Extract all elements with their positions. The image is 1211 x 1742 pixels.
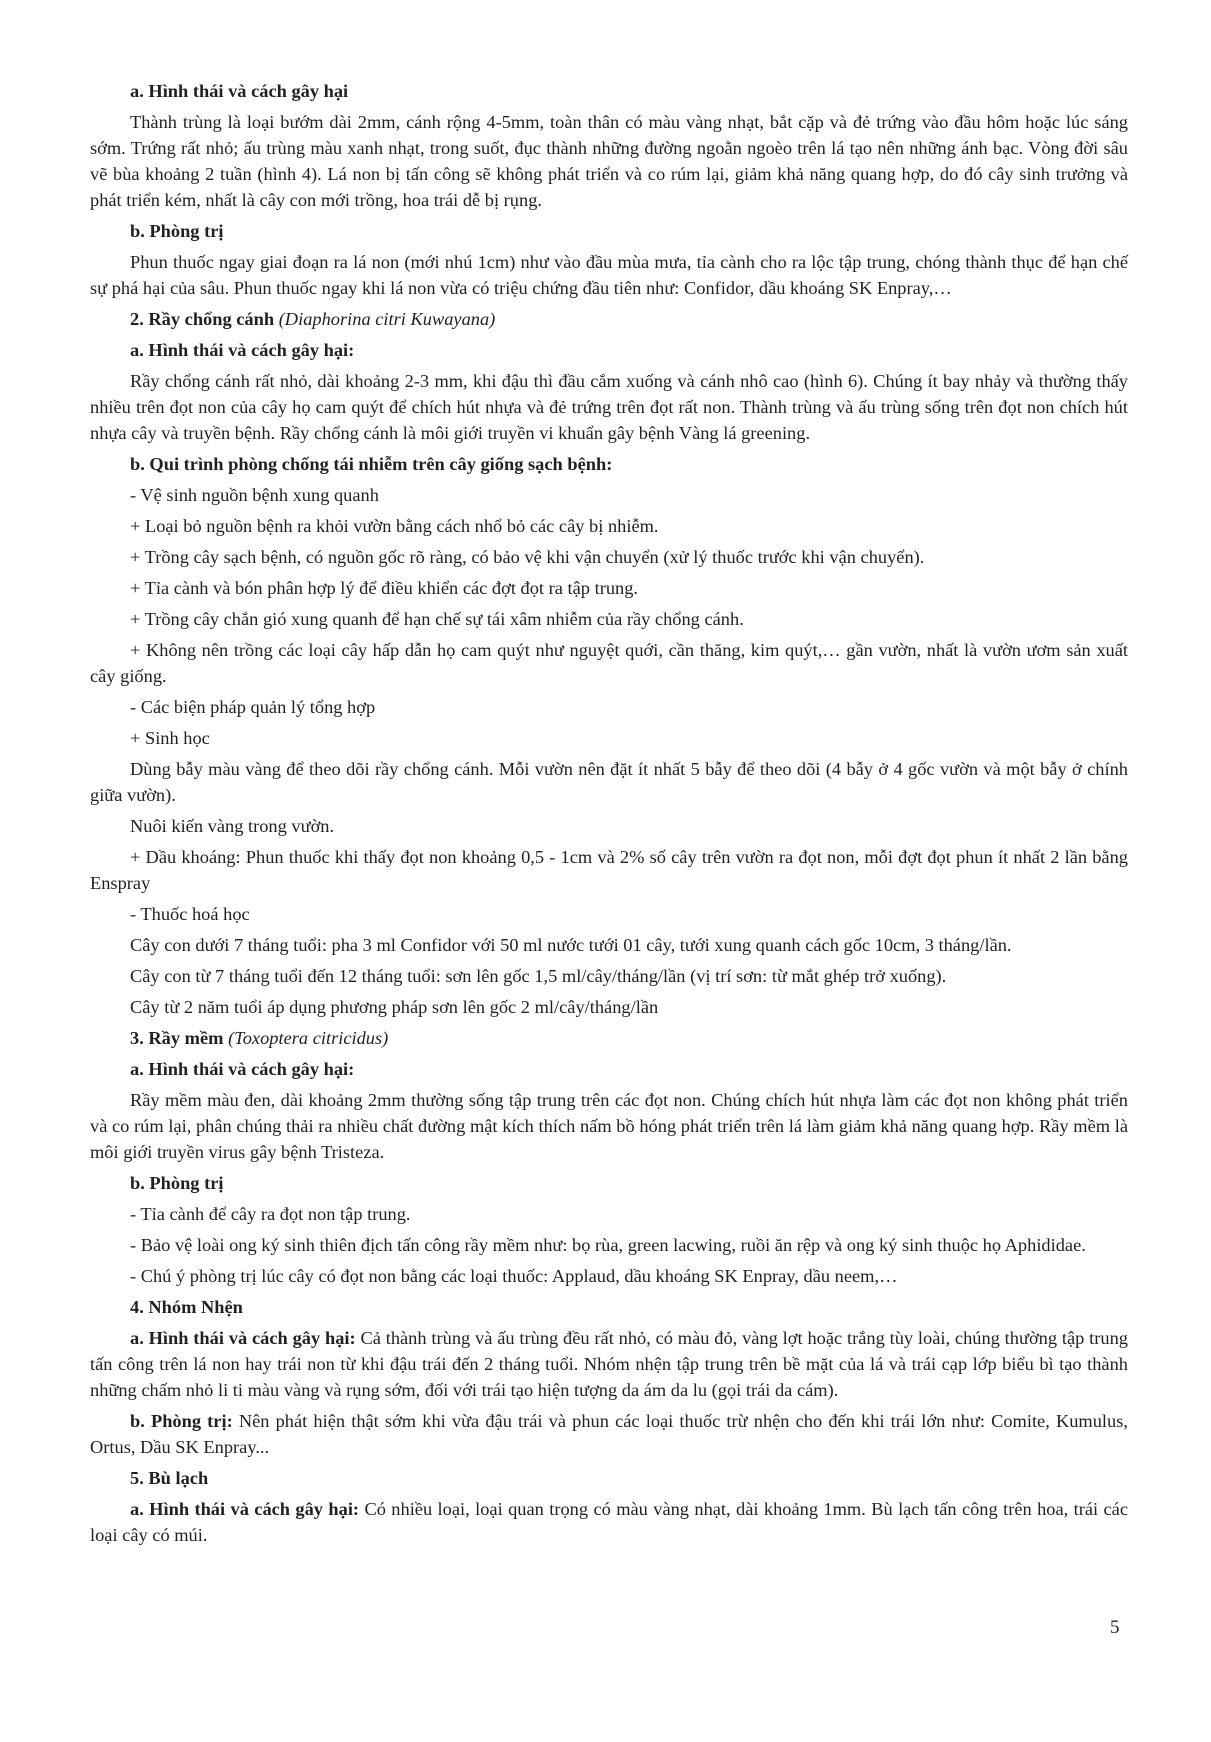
paragraph: - Bảo vệ loài ong ký sinh thiên địch tấn công rầy mềm như: bọ rùa, green lacwing, ruồi ăn rệp và ong ký sinh thuộc họ Aphididae. [130,1235,1086,1255]
section-heading: a. Hình thái và cách gây hại [130,81,349,101]
paragraph: - Các biện pháp quản lý tổng hợp [130,697,376,717]
paragraph-text: Có nhiều loại, loại quan trọng có màu vàng nhạt, dài khoảng 1mm. Bù lạch tấn công trên hoa, trái các loại cây có múi. [90,1499,1128,1545]
paragraph: Cây con dưới 7 tháng tuổi: pha 3 ml Confidor với 50 ml nước tưới 01 cây, tưới xung quanh cách gốc 10cm, 3 tháng/lần. [130,935,1012,955]
paragraph: Nuôi kiến vàng trong vườn. [130,816,335,836]
paragraph: - Vệ sinh nguồn bệnh xung quanh [130,485,379,505]
section-heading: b. Phòng trị [130,1173,224,1193]
section-heading: b. Phòng trị [130,221,224,241]
page-number: 5 [1110,1617,1120,1638]
paragraph: Rầy mềm màu đen, dài khoảng 2mm thường sống tập trung trên các đọt non. Chúng chích hút nhựa làm các đọt non không phát triển và co rúm lại, phân chúng thải ra nhiều chất đường mật kích thích nấm bồ hóng phát triển trên lá làm giảm khả năng quang hợp. Rầy mềm là môi giới truyền virus gây bệnh Tristeza. [90,1090,1128,1162]
paragraph-text: Nên phát hiện thật sớm khi vừa đậu trái và phun các loại thuốc trừ nhện cho đến khi trái lớn như: Comite, Kumulus, Ortus, Dầu SK Enpray... [90,1411,1128,1457]
section-heading: a. Hình thái và cách gây hại: [130,340,355,360]
scientific-name: (Toxoptera citricidus) [228,1028,389,1048]
paragraph: + Trồng cây chắn gió xung quanh để hạn chế sự tái xâm nhiễm của rầy chổng cánh. [130,609,744,629]
paragraph: + Tỉa cành và bón phân hợp lý để điều khiển các đợt đọt ra tập trung. [130,578,639,598]
paragraph: + Trồng cây sạch bệnh, có nguồn gốc rõ ràng, có bảo vệ khi vận chuyển (xử lý thuốc trước khi vận chuyển). [130,547,925,567]
paragraph: - Thuốc hoá học [130,904,250,924]
paragraph: Phun thuốc ngay giai đoạn ra lá non (mới nhú 1cm) như vào đầu mùa mưa, tỉa cành cho ra lộc tập trung, chóng thành thục để hạn chế sự phá hại của sâu. Phun thuốc ngay khi lá non vừa có triệu chứng đầu tiên như: Confidor, dầu khoáng SK Enpray,… [90,252,1128,298]
paragraph-lead: a. Hình thái và cách gây hại: [130,1499,360,1519]
document-body [90,78,1128,1553]
section-heading: a. Hình thái và cách gây hại: [130,1059,355,1079]
paragraph: + Sinh học [130,728,210,748]
heading-title: 3. Rầy mềm [130,1028,229,1048]
paragraph: Thành trùng là loại bướm dài 2mm, cánh rộng 4-5mm, toàn thân có màu vàng nhạt, bắt cặp và đẻ trứng vào đầu hôm hoặc lúc sáng sớm. Trứng rất nhỏ; ấu trùng màu xanh nhạt, trong suốt, đục thành những đường ngoằn ngoèo trên lá tạo nên những ánh bạc. Vòng đời sâu vẽ bùa khoảng 2 tuần (hình 4). Lá non bị tấn công sẽ không phát triển và co rúm lại, giảm khả năng quang hợp, do đó cây sinh trưởng và phát triển kém, nhất là cây con mới trồng, hoa trái dễ bị rụng. [90,112,1128,210]
paragraph: Cây con từ 7 tháng tuổi đến 12 tháng tuổi: sơn lên gốc 1,5 ml/cây/tháng/lần (vị trí sơn: từ mắt ghép trở xuống). [130,966,947,986]
paragraph: + Dầu khoáng: Phun thuốc khi thấy đọt non khoảng 0,5 - 1cm và 2% số cây trên vườn ra đọt non, mỗi đợt đọt phun ít nhất 2 lần bằng Enspray [90,847,1128,893]
paragraph [90,1496,1128,1548]
section-heading: 5. Bù lạch [130,1468,209,1488]
paragraph: + Không nên trồng các loại cây hấp dẫn họ cam quýt như nguyệt quới, cần thăng, kim quýt,… gần vườn, nhất là vườn ươm sản xuất cây giống. [90,640,1128,686]
paragraph-lead: b. Phòng trị: [130,1411,233,1431]
paragraph-lead: a. Hình thái và cách gây hại: [130,1328,356,1348]
paragraph: Rầy chổng cánh rất nhỏ, dài khoảng 2-3 mm, khi đậu thì đầu cắm xuống và cánh nhô cao (hình 6). Chúng ít bay nhảy và thường thấy nhiều trên đọt non của cây họ cam quýt để chích hút nhựa và đẻ trứng trên đọt rất non. Thành trùng và ấu trùng sống trên đọt non chích hút nhựa cây và truyền bệnh. Rầy chổng cánh là môi giới truyền vi khuẩn gây bệnh Vàng lá greening. [90,371,1128,443]
paragraph [90,1325,1128,1403]
section-heading [90,306,1128,332]
paragraph [90,1408,1128,1460]
paragraph-text: Cả thành trùng và ấu trùng đều rất nhỏ, có màu đỏ, vàng lợt hoặc trắng tùy loài, chúng thường tập trung tấn công trên lá non hay trái non từ khi đậu trái đến 2 tháng tuổi. Nhóm nhện tập trung trên bề mặt của lá và trái cạp lớp biểu bì tạo thành những chấm nhỏ li ti màu vàng và rụng sớm, đối với trái tạo hiện tượng da ám da lu (gọi trái da cám). [90,1328,1128,1400]
section-heading: 4. Nhóm Nhện [130,1297,243,1317]
heading-title: 2. Rầy chổng cánh [130,309,279,329]
section-heading: b. Qui trình phòng chống tái nhiễm trên cây giống sạch bệnh: [130,454,613,474]
paragraph: Cây từ 2 năm tuổi áp dụng phương pháp sơn lên gốc 2 ml/cây/tháng/lần [130,997,659,1017]
section-heading [90,1025,1128,1051]
scientific-name: (Diaphorina citri Kuwayana) [278,309,496,329]
paragraph: + Loại bỏ nguồn bệnh ra khỏi vườn bằng cách nhổ bỏ các cây bị nhiễm. [130,516,659,536]
paragraph: - Tỉa cành để cây ra đọt non tập trung. [130,1204,411,1224]
paragraph: Dùng bẫy màu vàng để theo dõi rầy chổng cánh. Mỗi vườn nên đặt ít nhất 5 bẫy để theo dõi (4 bẫy ở 4 gốc vườn và một bẫy ở chính giữa vườn). [90,759,1128,805]
paragraph: - Chú ý phòng trị lúc cây có đọt non bằng các loại thuốc: Applaud, dầu khoáng SK Enpray, dầu neem,… [130,1266,898,1286]
